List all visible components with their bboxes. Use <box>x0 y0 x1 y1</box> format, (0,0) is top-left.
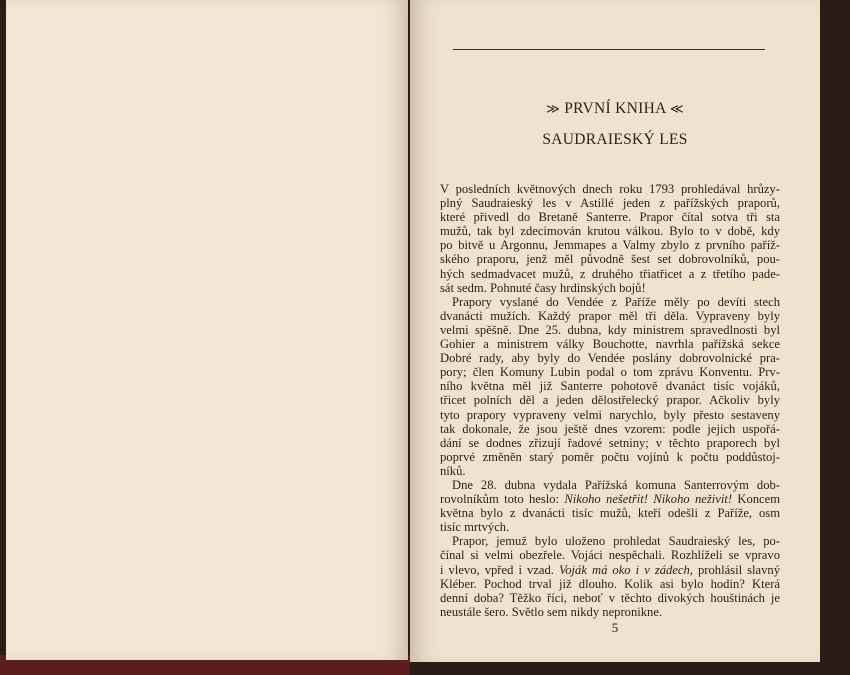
line-text: Gohier a ministrem války Bouchotte, navrhla pařížská sekce <box>440 337 780 352</box>
text-line <box>440 267 780 281</box>
text-line <box>440 577 780 591</box>
right-page <box>410 0 820 662</box>
text-line <box>440 238 780 252</box>
line-text: května bylo z dvanácti tisíc mužů, kteří odešli z Paříže, osm <box>440 506 780 521</box>
line-text: dání se dodnes zřizují řadové setniny; v těchto praporech byl <box>440 435 780 450</box>
text-line <box>440 520 780 534</box>
heading-text: PRVNÍ KNIHA <box>564 100 666 117</box>
line-text: rovolníkům toto heslo: <box>440 492 565 507</box>
text-line <box>440 591 780 605</box>
line-text: Koncem <box>732 492 781 507</box>
line-text: mužů, tak byl zdecimován krutou válkou. Bylo to v době, kdy <box>440 224 780 239</box>
line-text: Kléber. Pochod trval již dlouho. Kolik asi bylo hodin? Která <box>440 576 780 591</box>
text-line <box>440 337 780 351</box>
line-text: tisíc mrtvých. <box>440 520 510 535</box>
text-line <box>440 393 780 407</box>
line-text: denní doba? Těžko říci, neboť v těchto divokých houštinách je <box>440 590 780 605</box>
book-heading <box>410 100 820 118</box>
header-rule <box>453 49 765 50</box>
line-text: sát sedm. Pohnuté časy hrdinských bojů! <box>440 280 646 295</box>
text-line <box>440 182 780 196</box>
text-line <box>440 605 780 619</box>
line-text: i vlevo, vpřed i vzad. <box>440 562 559 577</box>
text-line <box>440 281 780 295</box>
line-text: plný Saudraieský les v Astillé jeden z pařížských praporů, <box>440 196 780 211</box>
text-line <box>440 506 780 520</box>
italic-text: Voják má oko i v zádech, <box>558 562 693 577</box>
text-line <box>440 548 780 562</box>
line-text: pory; člen Komuny Lubin podal o tom zprávu Konventu. Prv- <box>440 365 780 380</box>
line-text: neustále šero. Světlo sem nikdy nepronikne. <box>440 604 663 619</box>
text-line <box>440 309 780 323</box>
text-line <box>440 450 780 464</box>
line-text: poprvé změněn starý poměr počtu vojínů k počtu poddůstoj- <box>440 449 780 464</box>
line-text: ského praporu, jenž měl původně šest set dobrovolníků, pou- <box>440 252 780 267</box>
body-text <box>440 182 780 619</box>
line-text: Dobré rady, aby byly do Vendée poslány dobrovolnické pra- <box>440 351 780 366</box>
line-text: V posledních květnových dnech roku 1793 prohledával hrůzy- <box>440 182 780 196</box>
line-text: Prapory vyslané do Vendée z Paříže měly po devíti stech <box>452 294 780 309</box>
text-line <box>440 478 780 492</box>
text-line <box>440 210 780 224</box>
line-text: čínal si velmi obezřele. Vojáci nespěchali. Rozhlíželi se vpravo <box>440 548 780 563</box>
left-page <box>6 0 408 660</box>
line-text: ního května měl již Santerre pohotově dvanáct tisíc vojáků, <box>440 379 780 394</box>
text-line <box>440 295 780 309</box>
text-line <box>440 492 780 506</box>
ornament-left-icon: ≫ <box>546 101 561 116</box>
chapter-title: SAUDRAIESKÝ LES <box>542 131 688 148</box>
line-text: po bitvě u Argonnu, Jemmapes a Valmy zbylo z prvního paříž- <box>440 238 780 253</box>
italic-text: Nikoho nešetřit! Nikoho neživit! <box>564 492 733 507</box>
text-line <box>440 534 780 548</box>
line-text: níků. <box>440 463 466 478</box>
line-text: hých sedmadvacet mužů, z druhého třiatřicet a z třetího pade- <box>440 266 780 281</box>
text-line <box>440 224 780 238</box>
line-text: Prapor, jemuž bylo uloženo prohledat Saudraieský les, po- <box>452 534 780 549</box>
text-line <box>440 252 780 266</box>
text-line <box>440 365 780 379</box>
text-line <box>440 422 780 436</box>
line-text: tak dokonale, že jsou ještě dnes vzorem: podle jejich uspořá- <box>440 421 780 436</box>
line-text: prohlásil slavný <box>692 562 780 577</box>
line-text: Dne 28. dubna vydala Pařížská komuna Santerrovým dob- <box>452 477 780 492</box>
ornament-right-icon: ≪ <box>669 101 684 116</box>
text-line <box>440 196 780 210</box>
page-number: 5 <box>611 620 619 635</box>
text-line <box>440 351 780 365</box>
line-text: třicet polních děl a jeden dělostřelecký prapor. Ačkoliv byly <box>440 393 780 408</box>
text-line <box>440 379 780 393</box>
text-line <box>440 436 780 450</box>
text-line <box>440 563 780 577</box>
text-line <box>440 323 780 337</box>
line-text: které přivedl do Bretaně Santerre. Prapor čítal sotva tři sta <box>440 210 780 225</box>
text-line <box>440 464 780 478</box>
line-text: velmi spěšně. Dne 25. dubna, kdy ministrem spravedlnosti byl <box>440 322 780 337</box>
text-line <box>440 408 780 422</box>
line-text: dvanácti mužích. Každý prapor měl tři děla. Vypraveny byly <box>440 308 780 323</box>
line-text: tyto prapory vypraveny velmi narychlo, byly přesto sestaveny <box>440 407 780 422</box>
